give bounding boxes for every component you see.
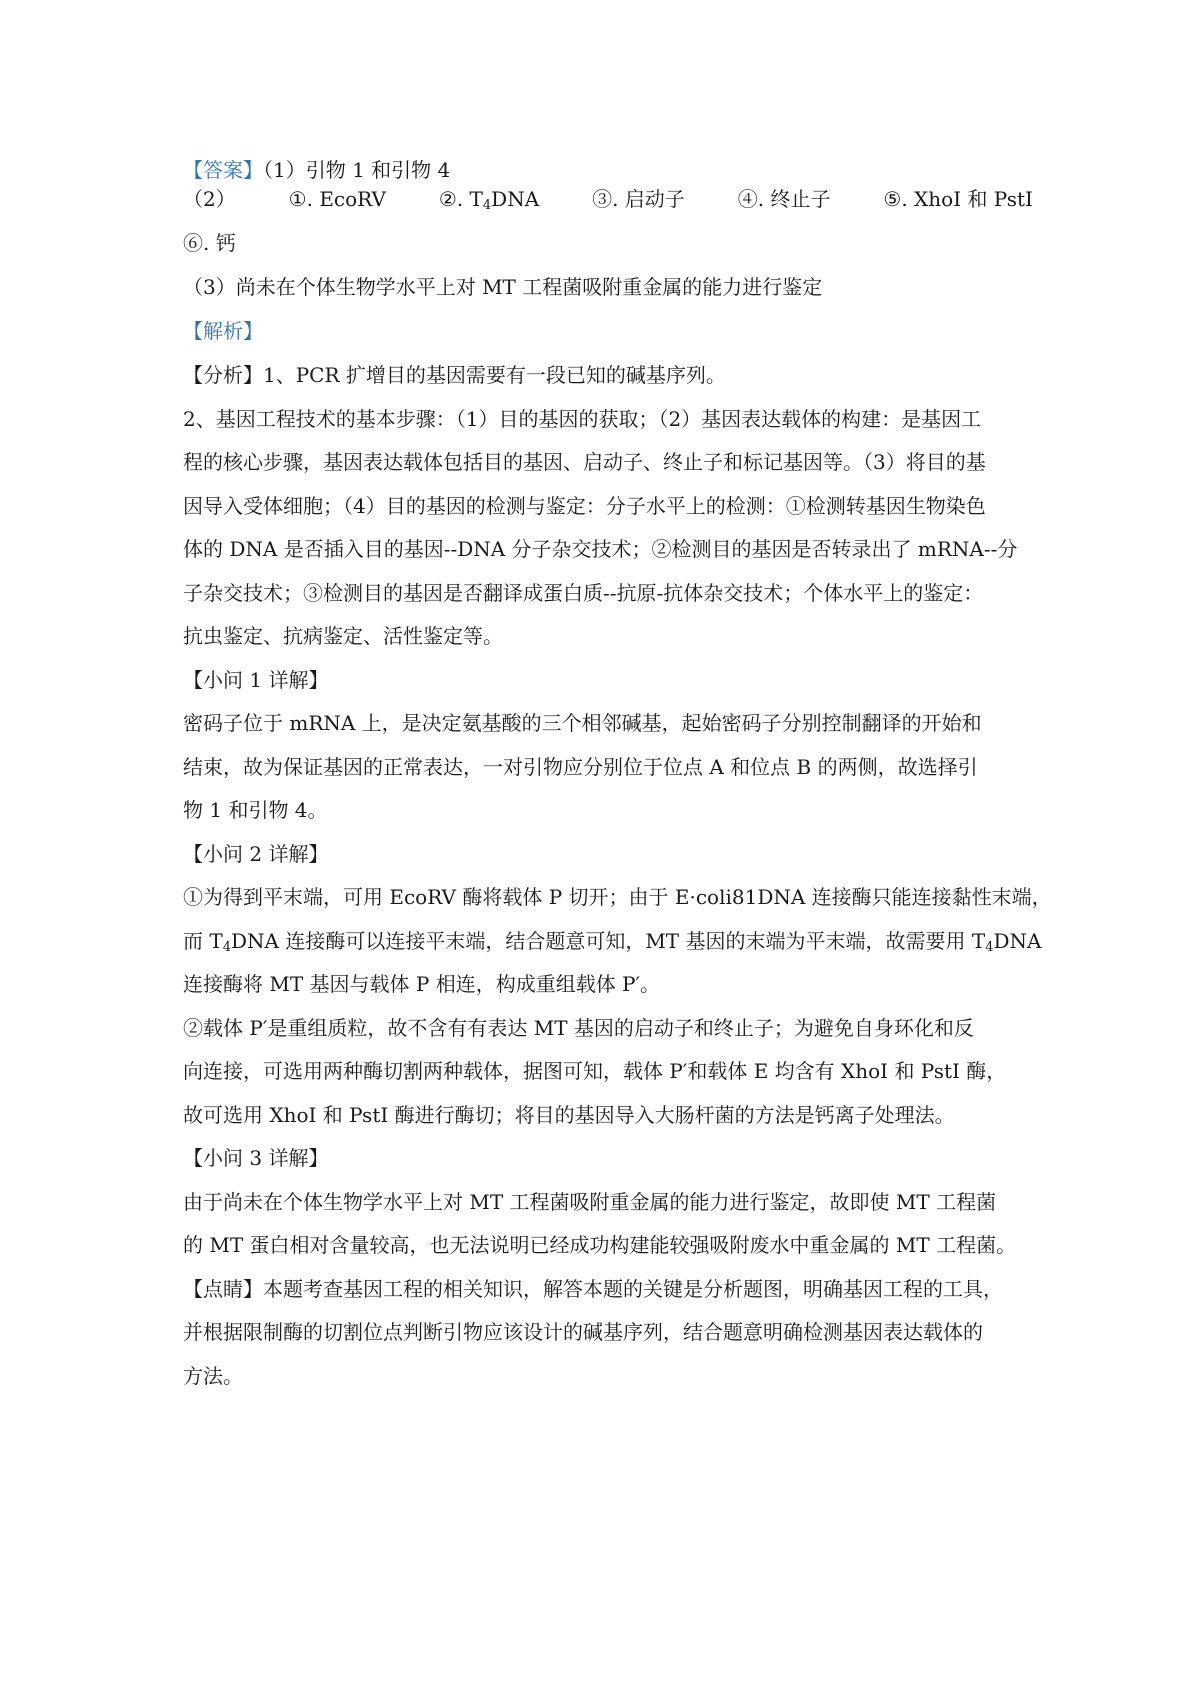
sub-question-3-heading: 【小问 3 详解】 [183, 1146, 329, 1170]
analysis-line-15: 连接酶将 MT 基因与载体 P 相连，构成重组载体 P′。 [183, 972, 661, 996]
analysis-line-1: 【分析】1、PCR 扩增目的基因需要有一段已知的碱基序列。 [183, 363, 726, 387]
analysis-line-9: 密码子位于 mRNA 上，是决定氨基酸的三个相邻碱基，起始密码子分别控制翻译的开始和 [183, 711, 982, 735]
answer-q1: （1）引物 1 和引物 4 [263, 158, 451, 182]
sub-question-1-heading: 【小问 1 详解】 [183, 668, 329, 692]
analysis-line-18: 故可选用 XhoI 和 PstI 酶进行酶切；将目的基因导入大肠杆菌的方法是钙离子处理法。 [183, 1103, 955, 1127]
analysis-line-5: 体的 DNA 是否插入目的基因--DNA 分子杂交技术；②检测目的基因是否转录出了 mRNA--分 [183, 537, 1018, 561]
analysis-line-7: 抗虫鉴定、抗病鉴定、活性鉴定等。 [183, 624, 503, 648]
sub-question-2-heading: 【小问 2 详解】 [183, 842, 329, 866]
answer-line-3 [183, 228, 1033, 258]
analysis-line-13: ①为得到平末端，可用 EcoRV 酶将载体 P 切开；由于 E·coli81DNA 连接酶只能连接黏性末端， [183, 885, 1052, 909]
analysis-line-23: 并根据限制酶的切割位点判断引物应该设计的碱基序列，结合题意明确检测基因表达载体的 [183, 1320, 983, 1344]
analysis-line-6: 子杂交技术；③检测目的基因是否翻译成蛋白质--抗原-抗体杂交技术；个体水平上的鉴定： [183, 581, 984, 605]
answer-q2-opt-1: ①. EcoRV [288, 187, 386, 211]
analysis-line-24: 方法。 [183, 1364, 243, 1388]
analysis-line-17: 向连接，可选用两种酶切割两种载体，据图可知，载体 P′和载体 E 均含有 XhoI 和 PstI 酶， [183, 1059, 1007, 1083]
answer-q2-last: ⑥. 钙 [183, 231, 236, 255]
answer-q2-opt-5: ⑤. XhoI 和 PstI [883, 187, 1033, 211]
answer-q3: （3）尚未在个体生物学水平上对 MT 工程菌吸附重金属的能力进行鉴定 [183, 275, 823, 299]
analysis-line-4: 因导入受体细胞；（4）目的基因的检测与鉴定：分子水平上的检测：①检测转基因生物染色 [183, 494, 986, 518]
answer-line-4 [183, 272, 1033, 302]
answer-label: 【答案】 [183, 158, 263, 182]
answer-q2-opt-4: ④. 终止子 [737, 187, 831, 211]
analysis-label: 【解析】 [183, 319, 263, 343]
analysis-line-20: 由于尚未在个体生物学水平上对 MT 工程菌吸附重金属的能力进行鉴定，故即使 MT 工程菌 [183, 1190, 997, 1214]
analysis-line-3: 程的核心步骤，基因表达载体包括目的基因、启动子、终止子和标记基因等。（3）将目的基 [183, 450, 986, 474]
analysis-line-11: 物 1 和引物 4。 [183, 798, 328, 822]
analysis-line-10: 结束，故为保证基因的正常表达，一对引物应分别位于位点 A 和位点 B 的两侧，故选择引 [183, 755, 978, 779]
answer-line-1 [183, 155, 1033, 185]
analysis-line-21: 的 MT 蛋白相对含量较高，也无法说明已经成功构建能较强吸附废水中重金属的 MT 工程菌。 [183, 1233, 1017, 1257]
answer-q2-prefix: （2） [183, 187, 236, 211]
analysis-line-14: 而 $T_4DNA$ 连接酶可以连接平末端，结合题意可知，MT 基因的末端为平末端，故需要用 $T_4DNA$ [183, 929, 1042, 955]
answer-line-2 [183, 184, 1033, 214]
analysis-line-16: ②载体 P′是重组质粒，故不含有有表达 MT 基因的启动子和终止子；为避免自身环化和反 [183, 1016, 974, 1040]
analysis-line-2: 2、基因工程技术的基本步骤：（1）目的基因的获取；（2）基因表达载体的构建：是基因工 [183, 407, 982, 431]
answer-q2-opt-3: ③. 启动子 [592, 187, 685, 211]
answer-q2-opt-2: ②. $T_4DNA$ [438, 187, 540, 213]
analysis-line-22: 【点睛】本题考查基因工程的相关知识，解答本题的关键是分析题图，明确基因工程的工具， [183, 1277, 1003, 1301]
